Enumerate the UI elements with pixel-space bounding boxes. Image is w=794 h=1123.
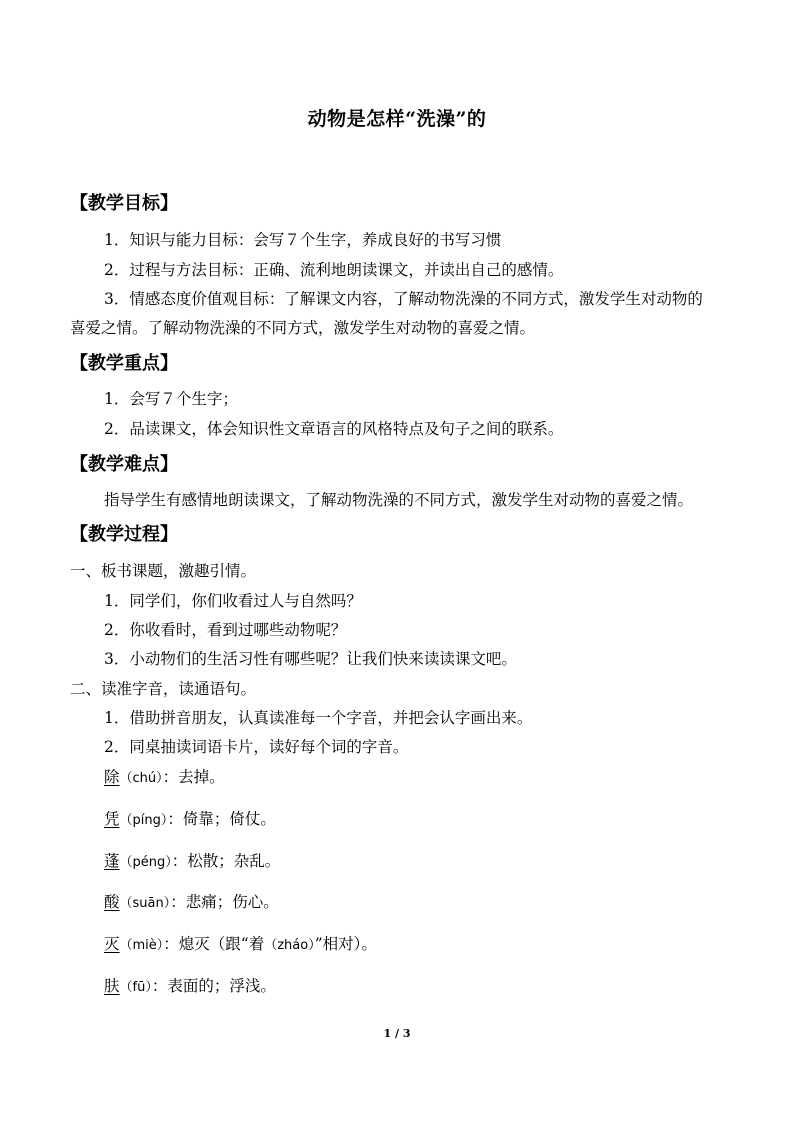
goal-item: 2．过程与方法目标：正确、流利地朗读课文，并读出自己的感情。 bbox=[104, 261, 564, 279]
vocab-char: 蓬 bbox=[104, 852, 120, 870]
key-point-item: 2．品读课文，体会知识性文章语言的风格特点及句子之间的联系。 bbox=[104, 420, 564, 438]
vocab-char: 酸 bbox=[104, 893, 120, 911]
vocab-entry bbox=[104, 851, 280, 873]
vocab-definition: ：熄灭（跟“着 bbox=[163, 935, 265, 953]
process-part-title: 一、板书课题，激趣引情。 bbox=[70, 562, 257, 580]
goal-item-continued: 喜爱之情。了解动物洗澡的不同方式，激发学生对动物的喜爱之情。 bbox=[70, 319, 536, 337]
vocab-char: 肤 bbox=[104, 977, 120, 995]
vocab-char: 凭 bbox=[104, 810, 120, 828]
section-heading-difficulties: 【教学难点】 bbox=[70, 454, 178, 475]
process-item: 2．你收看时，看到过哪些动物呢？ bbox=[104, 621, 347, 639]
section-heading-key-points: 【教学重点】 bbox=[70, 353, 178, 374]
vocab-char: 灭 bbox=[104, 935, 120, 953]
process-part-title: 二、读准字音，读通语句。 bbox=[70, 680, 257, 698]
vocab-definition: ：表面的；浮浅。 bbox=[151, 977, 276, 995]
vocab-pinyin: （suān） bbox=[119, 896, 171, 911]
vocab-pinyin-secondary: （zháo） bbox=[264, 938, 315, 953]
vocab-definition: ：松散；杂乱。 bbox=[171, 852, 281, 870]
vocab-entry bbox=[104, 976, 276, 998]
document-title: 动物是怎样“洗澡”的 bbox=[307, 108, 487, 130]
goal-item: 3．情感态度价值观目标：了解课文内容，了解动物洗澡的不同方式，激发学生对动物的 bbox=[104, 290, 703, 308]
vocab-entry bbox=[104, 892, 279, 914]
section-heading-process: 【教学过程】 bbox=[70, 524, 178, 545]
process-item: 3．小动物们的生活习性有哪些呢？让我们快来读读课文吧。 bbox=[104, 650, 517, 668]
process-item: 2．同桌抽读词语卡片，读好每个词的字音。 bbox=[104, 738, 409, 756]
vocab-char: 除 bbox=[104, 768, 120, 786]
vocab-pinyin: （chú） bbox=[119, 771, 163, 786]
vocab-pinyin: （péng） bbox=[119, 855, 172, 870]
vocab-definition: ：倚靠；倚仗。 bbox=[167, 810, 276, 828]
vocab-pinyin: （píng） bbox=[119, 813, 168, 828]
key-point-item: 1．会写７个生字； bbox=[104, 390, 238, 408]
difficulty-text: 指导学生有感情地朗读课文，了解动物洗澡的不同方式，激发学生对动物的喜爱之情。 bbox=[104, 491, 694, 509]
vocab-definition-continued: ”相对）。 bbox=[314, 935, 377, 953]
vocab-definition: ：悲痛；伤心。 bbox=[170, 893, 279, 911]
vocab-entry bbox=[104, 934, 377, 956]
vocab-pinyin: （fū） bbox=[119, 980, 152, 995]
goal-item: 1．知识与能力目标：会写７个生字，养成良好的书写习惯 bbox=[104, 231, 502, 249]
vocab-definition: ：去掉。 bbox=[162, 768, 225, 786]
vocab-pinyin: （miè） bbox=[119, 938, 164, 953]
section-heading-goals: 【教学目标】 bbox=[70, 193, 178, 214]
page-number: 1 / 3 bbox=[383, 1027, 411, 1040]
process-item: 1．同学们，你们收看过人与自然吗？ bbox=[104, 592, 362, 610]
process-item: 1．借助拼音朋友，认真读准每一个字音，并把会认字画出来。 bbox=[104, 709, 533, 727]
vocab-entry bbox=[104, 767, 225, 789]
vocab-entry bbox=[104, 809, 276, 831]
